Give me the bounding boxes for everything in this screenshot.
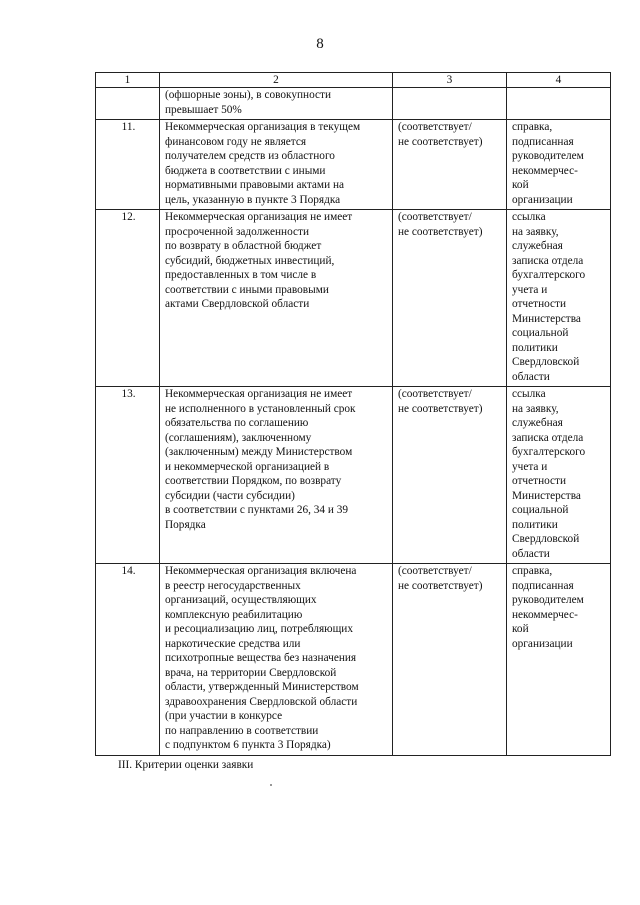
document-line: некоммерчес-: [512, 608, 578, 621]
criterion-line: обязательства по соглашению: [165, 417, 309, 429]
criterion-line: по возврату в областной бюджет: [165, 240, 322, 252]
document-cell: [507, 88, 611, 120]
document-line: Свердловской: [512, 533, 580, 545]
criterion-line: предоставленных в том числе в: [165, 269, 317, 281]
document-line: справка,: [512, 121, 553, 133]
compliance-cell: [393, 210, 507, 387]
table-header-row: [96, 73, 611, 88]
document-line: руководителем: [512, 594, 584, 606]
column-header-3: 3: [393, 73, 507, 88]
document-cell: [507, 564, 611, 756]
criterion-line: Некоммерческая организация включена: [165, 565, 357, 577]
document-line: служебная: [512, 417, 563, 429]
document-line: на заявку,: [512, 402, 559, 415]
page-number: 8: [316, 36, 324, 52]
criterion-line: психотропные вещества без назначения: [165, 652, 357, 664]
criterion-cell: [160, 564, 393, 756]
compliance-cell: [393, 120, 507, 210]
document-line: области: [512, 547, 550, 560]
criterion-line: организаций, осуществляющих: [165, 594, 317, 606]
document-line: справка,: [512, 565, 553, 577]
document-line: ссылка: [512, 211, 546, 223]
criterion-line: в соответствии с пунктами 26, 34 и 39: [165, 504, 349, 516]
document-line: политики: [512, 518, 558, 531]
criterion-cell: [160, 210, 393, 387]
document-cell: [507, 387, 611, 564]
criterion-line: соответствии с иными правовыми: [165, 283, 329, 296]
document-line: социальной: [512, 327, 569, 339]
criterion-line: и ресоциализацию лиц, потребляющих: [165, 623, 353, 635]
criterion-line: по направлению в соответствии: [165, 724, 319, 737]
criterion-line: в реестр негосударственных: [165, 579, 301, 592]
criterion-line: врача, на территории Свердловской: [165, 666, 337, 679]
document-line: подписанная: [512, 135, 574, 148]
criterion-line: нормативными правовыми актами на: [165, 179, 345, 191]
table-row: [96, 564, 611, 756]
document-line: организации: [512, 193, 573, 206]
document-line: служебная: [512, 240, 563, 252]
compliance-cell: [393, 387, 507, 564]
criterion-line: Некоммерческая организация не имеет: [165, 211, 353, 223]
criterion-line: финансовом году не является: [165, 135, 307, 148]
criterion-line: субсидий, бюджетных инвестиций,: [165, 254, 335, 267]
criterion-line: бюджета в соответствии с иными: [165, 164, 326, 177]
document-line: социальной: [512, 504, 569, 516]
criterion-line: комплексную реабилитацию: [165, 608, 303, 621]
criterion-line: области, утвержденный Министерством: [165, 681, 359, 693]
document-line: отчетности: [512, 298, 567, 310]
criterion-line: здравоохранения Свердловской области: [165, 695, 358, 708]
compliance-line: (соответствует/: [398, 121, 472, 133]
document-line: руководителем: [512, 150, 584, 162]
compliance-cell: [393, 88, 507, 120]
table-row: [96, 120, 611, 210]
criterion-line: Порядка: [165, 518, 206, 531]
row-number: 13.: [96, 387, 160, 564]
criterion-line: Некоммерческая организация не имеет: [165, 388, 353, 400]
row-number: 11.: [96, 120, 160, 210]
criterion-line: соответствии Порядком, по возврату: [165, 475, 342, 487]
compliance-line: не соответствует): [398, 402, 483, 415]
criterion-line: (заключенным) между Министерством: [165, 446, 353, 458]
document-cell: [507, 210, 611, 387]
document-line: кой: [512, 623, 529, 635]
row-number: [96, 88, 160, 120]
table-row: [96, 210, 611, 387]
document-line: учета и: [512, 460, 548, 473]
criterion-line: просроченной задолженности: [165, 225, 309, 238]
criterion-line: (соглашениям), заключенному: [165, 431, 312, 444]
criterion-line: Некоммерческая организация в текущем: [165, 121, 361, 133]
criterion-line: и некоммерческой организацией в: [165, 460, 330, 473]
document-line: Министерства: [512, 489, 581, 502]
criterion-line: получателем средств из областного: [165, 150, 335, 162]
criterion-line: превышает 50%: [165, 103, 242, 116]
criterion-line: субсидии (части субсидии): [165, 489, 295, 502]
compliance-line: (соответствует/: [398, 565, 472, 577]
row-number: 12.: [96, 210, 160, 387]
document-line: ссылка: [512, 388, 546, 400]
section-heading: III. Критерии оценки заявки: [118, 759, 254, 771]
criterion-line: (при участии в конкурсе: [165, 710, 283, 722]
document-line: Свердловской: [512, 356, 580, 368]
compliance-line: не соответствует): [398, 135, 483, 148]
document-line: некоммерчес-: [512, 164, 578, 177]
document-line: бухгалтерского: [512, 446, 586, 458]
compliance-line: не соответствует): [398, 579, 483, 592]
document-line: политики: [512, 341, 558, 354]
document-line: Министерства: [512, 312, 581, 325]
table-row: [96, 387, 611, 564]
document-line: бухгалтерского: [512, 269, 586, 281]
document-line: записка отдела: [512, 431, 584, 444]
compliance-line: (соответствует/: [398, 211, 472, 223]
criterion-cell: [160, 387, 393, 564]
table-row: [96, 88, 611, 120]
column-header-1: 1: [96, 73, 160, 88]
criterion-cell: [160, 120, 393, 210]
document-line: кой: [512, 179, 529, 191]
criterion-line: с подпунктом 6 пункта 3 Порядка): [165, 739, 331, 751]
compliance-line: (соответствует/: [398, 388, 472, 400]
row-number: 14.: [96, 564, 160, 756]
criterion-line: (офшорные зоны), в совокупности: [165, 89, 332, 101]
document-line: записка отдела: [512, 254, 584, 267]
column-header-4: 4: [507, 73, 611, 88]
column-header-2: 2: [160, 73, 393, 88]
document-line: отчетности: [512, 475, 567, 487]
compliance-cell: [393, 564, 507, 756]
document-line: учета и: [512, 283, 548, 296]
criterion-line: не исполненного в установленный срок: [165, 402, 356, 415]
document-line: организации: [512, 637, 573, 650]
document-line: на заявку,: [512, 225, 559, 238]
document-cell: [507, 120, 611, 210]
criterion-line: наркотические средства или: [165, 637, 301, 650]
document-line: подписанная: [512, 579, 574, 592]
criterion-line: цель, указанную в пункте 3 Порядка: [165, 193, 341, 206]
stray-dot: [270, 784, 272, 786]
compliance-line: не соответствует): [398, 225, 483, 238]
criterion-cell: [160, 88, 393, 120]
criterion-line: актами Свердловской области: [165, 298, 310, 310]
criteria-table: [95, 72, 611, 756]
document-line: области: [512, 370, 550, 383]
